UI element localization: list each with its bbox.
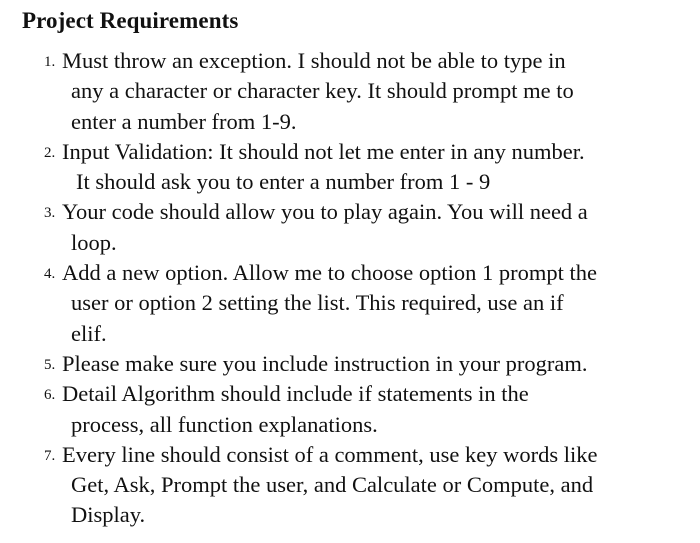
requirement-item-2 — [44, 137, 696, 198]
requirement-number: 7. — [44, 447, 56, 464]
requirement-line: Please make sure you include instruction in your program. — [62, 350, 588, 376]
requirement-line: Add a new option. Allow me to choose option 1 prompt the — [62, 260, 597, 286]
requirement-line: any a character or character key. It should prompt me to — [71, 78, 574, 104]
requirements-list — [44, 46, 696, 531]
page-title: Project Requirements — [22, 8, 239, 33]
requirement-number: 2. — [44, 144, 56, 161]
requirement-line: Display. — [71, 502, 146, 528]
requirement-line: Detail Algorithm should include if statements in the — [62, 381, 529, 407]
requirement-line: It should ask you to enter a number from 1 - 9 — [76, 169, 491, 195]
requirement-item-7 — [44, 440, 696, 531]
requirement-line: elif. — [71, 320, 107, 346]
requirement-item-1 — [44, 46, 696, 137]
requirement-line: Input Validation: It should not let me enter in any number. — [62, 138, 585, 164]
requirement-number: 4. — [44, 266, 56, 283]
requirement-item-5 — [44, 349, 696, 379]
requirement-item-6 — [44, 379, 696, 440]
requirement-line: enter a number from 1-9. — [71, 108, 297, 134]
requirement-number: 5. — [44, 356, 56, 373]
requirement-line: Must throw an exception. I should not be able to type in — [62, 48, 566, 73]
requirement-line: loop. — [71, 229, 117, 255]
requirement-item-4 — [44, 258, 696, 349]
requirement-number: 1. — [44, 54, 56, 70]
requirement-number: 3. — [44, 205, 56, 222]
requirement-line: Every line should consist of a comment, use key words like — [62, 441, 598, 467]
requirement-line: Your code should allow you to play again. You will need a — [62, 199, 588, 225]
requirement-line: user or option 2 setting the list. This required, use an if — [71, 290, 564, 316]
requirement-number: 6. — [44, 387, 56, 404]
requirement-item-3 — [44, 197, 696, 258]
requirement-line: Get, Ask, Prompt the user, and Calculate or Compute, and — [71, 472, 594, 498]
requirement-line: process, all function explanations. — [71, 411, 378, 437]
